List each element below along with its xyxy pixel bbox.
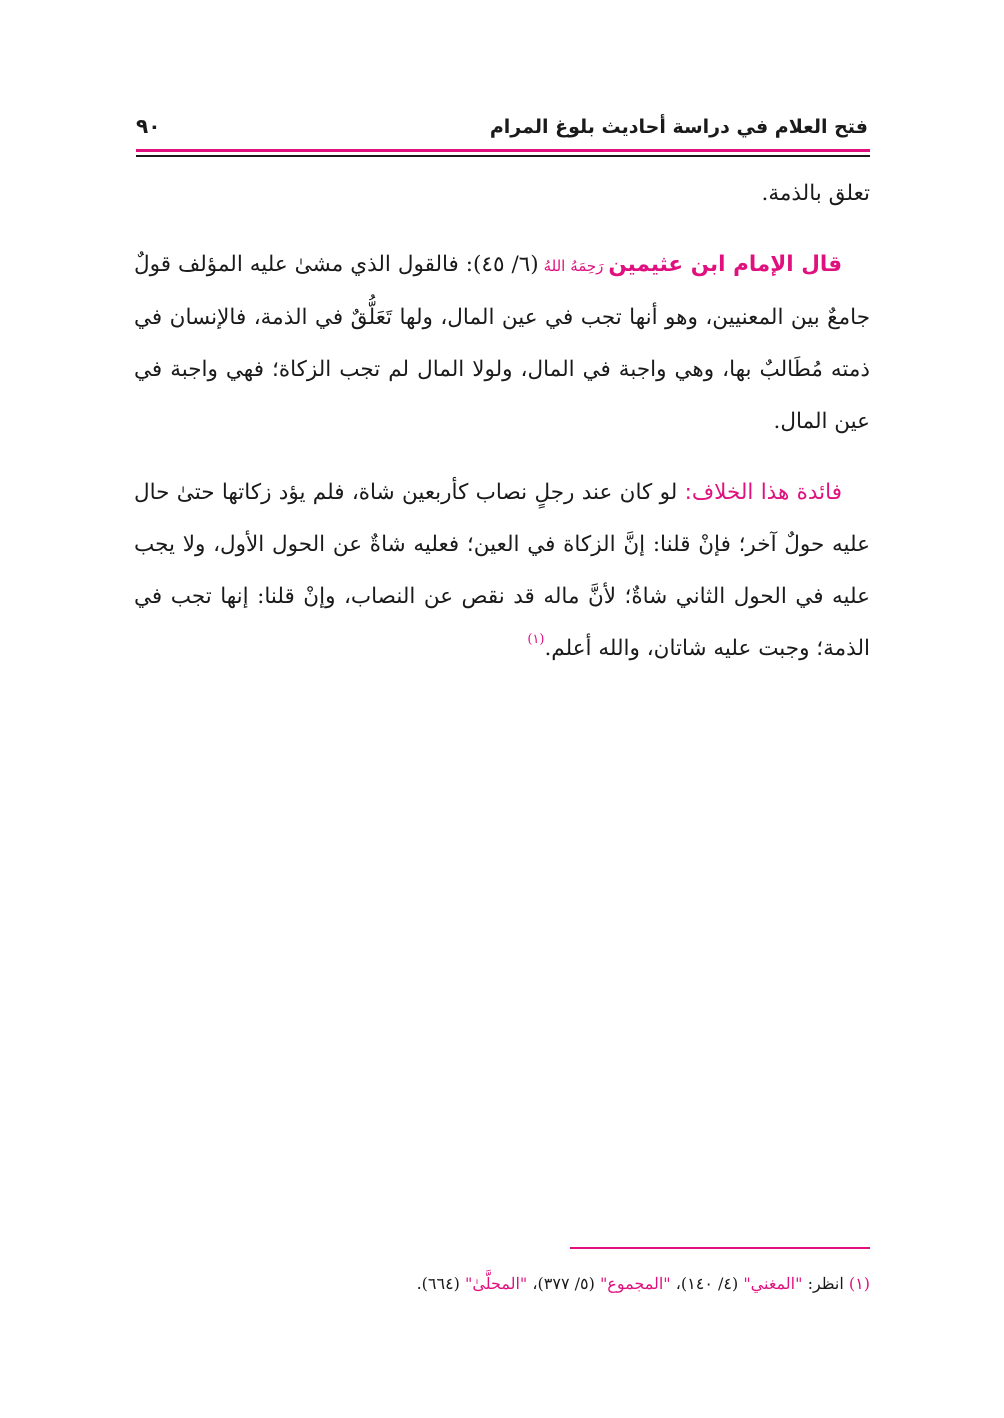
body-text xyxy=(134,168,870,694)
paragraph-text: فالقول الذي مشىٰ عليه المؤلف قولٌ جامعٌ بين المعنيين، وهو أنها تجب في عين المال، ولها تَعَلُّقٌ في الذمة، فالإنسان في ذمته مُطَالبٌ بها، وهي واجبة في المال، ولولا المال لم تجب الزكاة؛ فهي واجبة في عين المال. xyxy=(134,252,870,434)
footnote-source-2: "المجموع" xyxy=(599,1274,671,1293)
paragraph-text: تعلق بالذمة. xyxy=(761,181,870,206)
footnote-source-3: "المحلَّىٰ" xyxy=(465,1274,528,1293)
paragraph-benefit xyxy=(134,467,870,675)
benefit-lead: فائدة هذا الخلاف: xyxy=(684,480,842,505)
paragraph-continuation xyxy=(134,168,870,220)
paragraph-quote xyxy=(134,239,870,448)
footnote-ref-3: (٦٦٤). xyxy=(416,1274,465,1293)
footnote-lead: انظر: xyxy=(802,1274,849,1293)
paragraph-text: لو كان عند رجلٍ نصاب كأربعين شاة، فلم يؤد زكاتها حتىٰ حال عليه حولٌ آخر؛ فإنْ قلنا: إنَّ الزكاة في العين؛ فعليه شاةٌ عن الحول الأول، ولا يجب عليه في الحول الثاني شاةٌ؛ لأنَّ ماله قد نقص عن النصاب، وإنْ قلنا: إنها تجب في الذمة؛ وجبت عليه شاتان، والله أعلم. xyxy=(134,480,870,661)
footnote-separator xyxy=(570,1247,870,1249)
quote-reference: (٦/ ٤٥): xyxy=(465,252,539,277)
footnote-ref-1: (٤/ ١٤٠)، xyxy=(670,1274,744,1293)
book-title: فتح العلام في دراسة أحاديث بلوغ المرام xyxy=(489,116,868,138)
honorific-glyph: رَحِمَهُ اللهُ xyxy=(538,257,609,275)
header-rule-accent xyxy=(136,149,870,152)
quote-lead: قال الإمام ابن عثيمين xyxy=(608,252,843,277)
footnote-ref-2: (٥/ ٣٧٧)، xyxy=(527,1274,600,1293)
footnote-marker[interactable]: (١) xyxy=(527,632,545,647)
page-number: ٩٠ xyxy=(136,114,161,138)
footnote-number: (١) xyxy=(848,1274,870,1293)
footnote-source-1: "المغني" xyxy=(743,1274,803,1293)
footnote xyxy=(134,1270,870,1298)
page-header xyxy=(136,112,868,148)
header-rule-dark xyxy=(136,155,870,157)
